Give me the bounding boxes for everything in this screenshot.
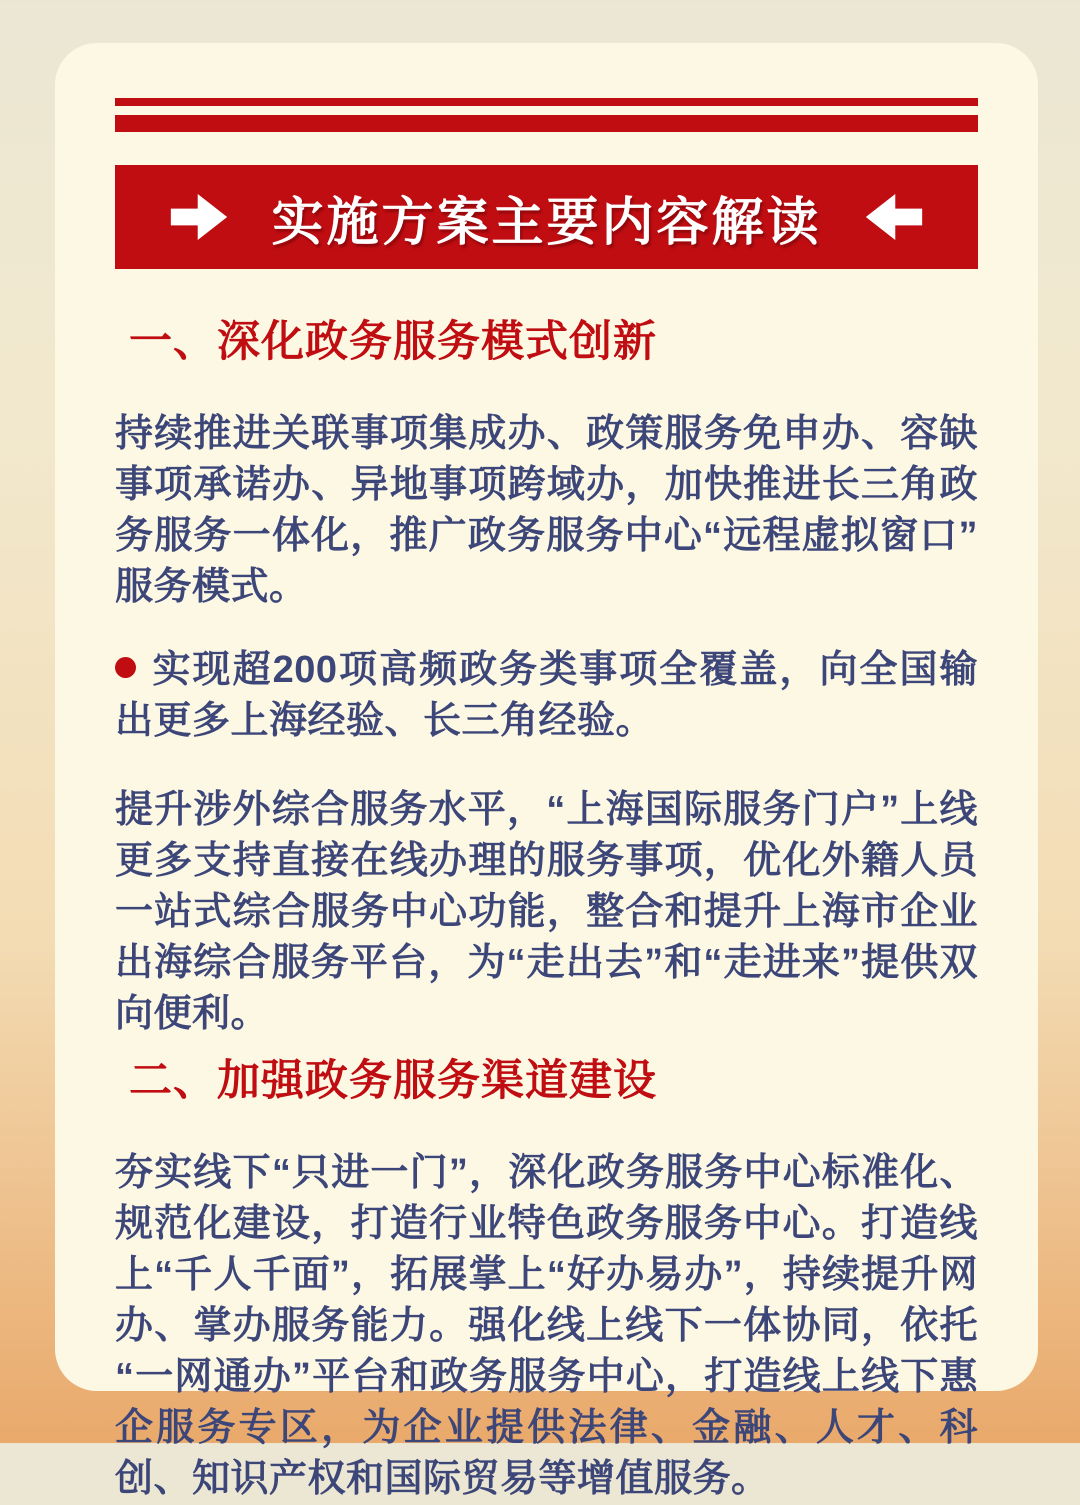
bullet-dot-icon <box>115 657 136 678</box>
section-2-heading: 二、加强政务服务渠道建设 <box>129 1057 657 1105</box>
section-1-paragraph-3: 提升涉外综合服务水平，“上海国际服务门户”上线更多支持直接在线办理的服务事项，优化外籍人员一站式综合服务中心功能，整合和提升上海市企业出海综合服务平台，为“走出去”和“走进来”提供双向便利。 <box>115 789 978 1035</box>
decorative-rule-thick <box>115 115 978 132</box>
arrow-right-icon <box>167 185 231 249</box>
banner-title: 实施方案主要内容解读 <box>271 193 822 252</box>
arrow-left-icon <box>862 185 926 249</box>
section-1-bullet-paragraph <box>115 645 978 747</box>
section-1-heading: 一、深化政务服务模式创新 <box>129 318 657 366</box>
title-banner <box>115 165 978 269</box>
section-1-paragraph-1: 持续推进关联事项集成办、政策服务免申办、容缺事项承诺办、异地事项跨域办，加快推进长三角政务服务一体化，推广政务服务中心“远程虚拟窗口”服务模式。 <box>115 413 978 608</box>
card-content <box>55 43 1038 1505</box>
bullet-text: 实现超200项高频政务类事项全覆盖，向全国输出更多上海经验、长三角经验。 <box>115 649 978 742</box>
content-card <box>55 43 1038 1500</box>
decorative-rule-thin <box>115 98 978 106</box>
section-2-paragraph-1: 夯实线下“只进一门”，深化政务服务中心标准化、规范化建设，打造行业特色政务服务中心。打造线上“千人千面”，拓展掌上“好办易办”，持续提升网办、掌办服务能力。强化线上线下一体协同，依托“一网通办”平台和政务服务中心，打造线上线下惠企服务专区，为企业提供法律、金融、人才、科创、知识产权和国际贸易等增值服务。 <box>115 1152 978 1500</box>
